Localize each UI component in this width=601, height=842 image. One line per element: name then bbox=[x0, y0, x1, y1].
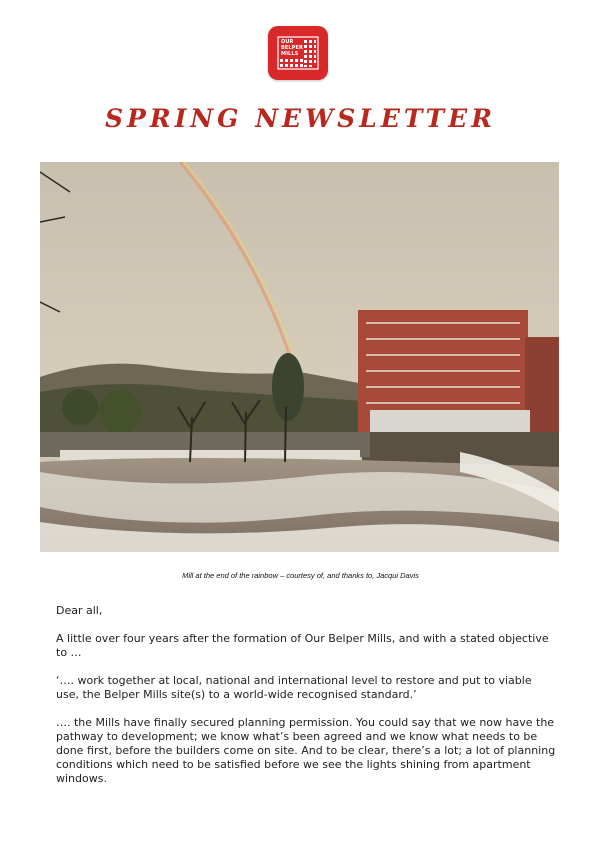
paragraph-objective-quote: ‘…. work together at local, national and international level to restore and put to viable use, the Belper Mills site(s) to a world-wide recognised standard.’ bbox=[56, 674, 532, 701]
newsletter-title: SPRING NEWSLETTER bbox=[104, 104, 497, 133]
logo-line-our: OUR bbox=[281, 39, 294, 45]
our-belper-mills-logo bbox=[268, 26, 328, 80]
greeting: Dear all, bbox=[56, 604, 103, 617]
logo-line-belper: BELPER bbox=[281, 45, 303, 51]
mill-rainbow-photo bbox=[40, 162, 559, 552]
photo-caption: Mill at the end of the rainbow – courtesy of, and thanks to, Jacqui Davis bbox=[182, 571, 419, 580]
newsletter-body bbox=[56, 604, 556, 800]
paragraph-planning: …. the Mills have finally secured planning permission. You could say that we now have the pathway to development; we know what’s been agreed and we know what needs to be done first, before the builders come on site. And to be clear, there’s a lot; a lot of planning conditions which need to be satisfied before we see the lights shining from apartment windows. bbox=[56, 716, 556, 785]
logo-line-mills: MILLS bbox=[281, 51, 299, 57]
logo-wordmark bbox=[281, 39, 303, 57]
paragraph-intro: A little over four years after the formation of Our Belper Mills, and with a stated objective to … bbox=[56, 632, 549, 659]
